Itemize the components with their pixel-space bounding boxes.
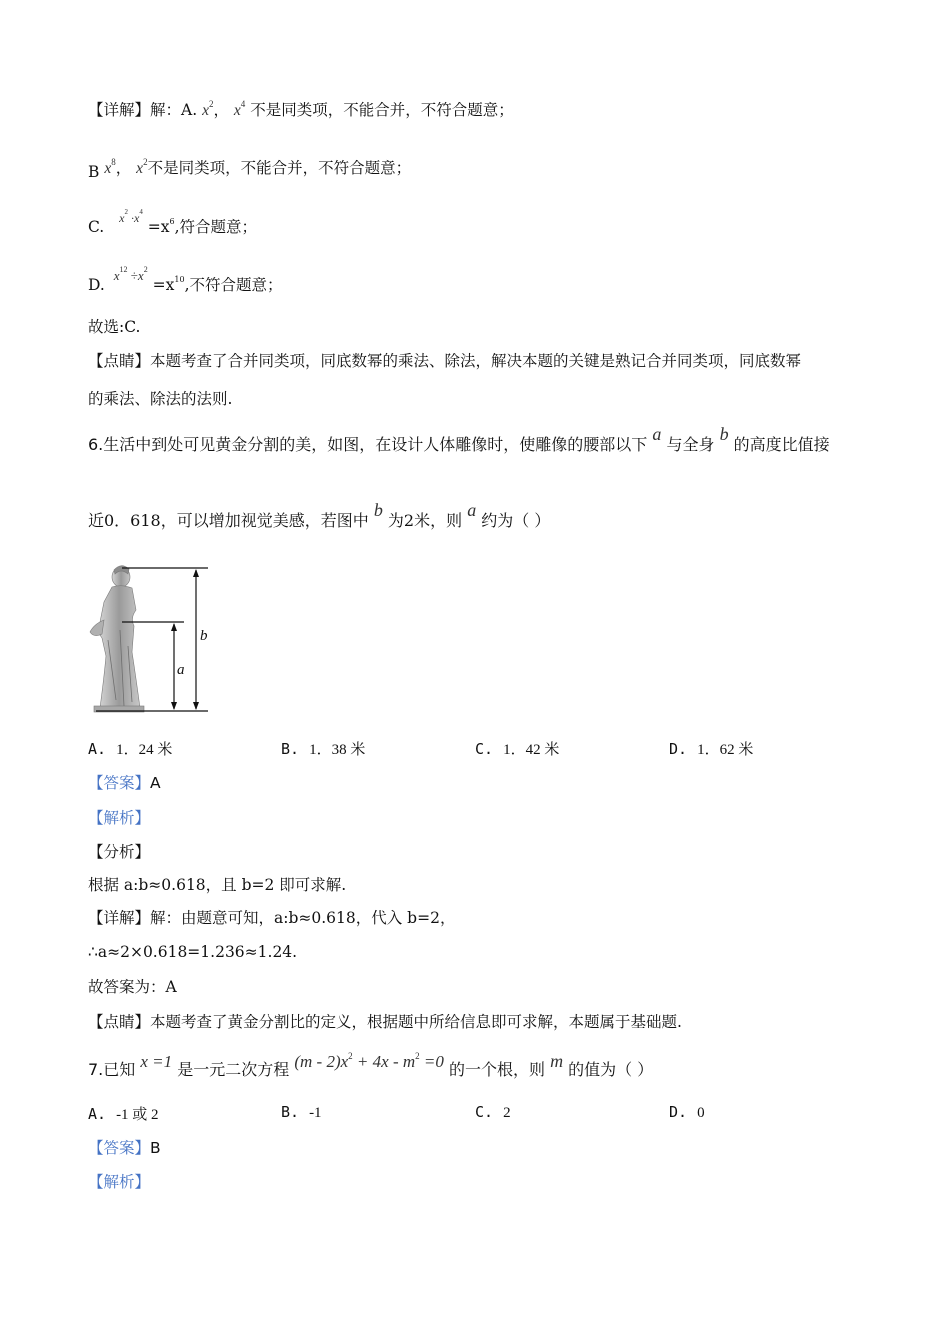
q7-stem-b: 是一元二次方程 — [177, 1060, 290, 1079]
q6-stem-line-2 — [88, 500, 551, 531]
option-c-label: C. — [88, 218, 105, 236]
q6-basis: 根据 a:b≈0.618，且 b=2 即可求解. — [88, 876, 347, 894]
q7-stem — [88, 1051, 654, 1080]
separator: ， — [213, 101, 229, 119]
term-d-quotient: x12 ÷x2 — [113, 265, 148, 283]
option-a-text: 不是同类项，不能合并，不符合题意； — [250, 101, 514, 119]
c-result: $=x^6$,符合题意； — [147, 217, 258, 236]
var-b-2: b — [373, 500, 383, 520]
q6-calc: ∴a≈2×0.618=1.236≈1.24. — [88, 943, 298, 961]
q6-stem-2b: 为2米，则 — [387, 511, 463, 530]
detail-prefix: 【详解】解：A. — [88, 101, 203, 119]
term-c-product: x2 ·x4 — [119, 208, 143, 225]
q6-answer: 【答案】A — [88, 774, 161, 792]
q7-number: 7. — [88, 1060, 104, 1079]
q7-stem-a: 已知 — [103, 1060, 136, 1079]
q7-option-d: D. 0 — [669, 1103, 705, 1121]
var-b: b — [719, 424, 729, 444]
q5-detail-c-line — [88, 208, 258, 238]
q6-stem-1b: 与全身 — [666, 435, 715, 454]
var-a: a — [652, 424, 662, 444]
q6-analysis-tag: 【解析】 — [88, 809, 151, 827]
term-b1: $x^8$ — [104, 157, 116, 177]
q7-option-a: A. -1 或 2 — [88, 1105, 159, 1123]
statue-figure — [86, 560, 216, 718]
q7-condition: x =1 — [140, 1052, 173, 1071]
q6-final: 故答案为：A — [88, 978, 177, 996]
q6-fenxi: 【分析】 — [88, 843, 151, 861]
q5-conclusion: 故选:C. — [88, 318, 141, 336]
term-a1: $x^2$ — [202, 99, 214, 119]
q6-stem-2c: 约为（ ） — [481, 511, 551, 530]
q6-option-a: A. 1．24 米 — [88, 740, 173, 758]
arrowheads — [171, 569, 199, 710]
q6-number: 6. — [88, 435, 104, 454]
separator: ， — [115, 159, 132, 177]
q6-option-d: D. 1．62 米 — [669, 740, 754, 758]
q5-comment-line-1: 【点睛】本题考查了合并同类项，同底数幂的乘法、除法，解决本题的关键是熟记合并同类项，同底数幂 — [88, 352, 802, 370]
d-result: $=x^{10}$,不符合题意； — [152, 275, 283, 294]
q5-detail-b-line — [88, 152, 411, 179]
figure-label-a: a — [177, 662, 185, 678]
q6-stem-1a: 生活中到处可见黄金分割的美，如图，在设计人体雕像时，使雕像的腰部以下 — [103, 435, 648, 454]
q7-option-c: C. 2 — [475, 1103, 511, 1121]
option-d-label: D. — [88, 276, 105, 294]
q5-detail-a-line — [88, 94, 514, 121]
option-b-text: 不是同类项，不能合并，不符合题意； — [147, 159, 412, 177]
q7-equation: $(m - 2)x^2 + 4x - m^2 =0$ — [294, 1051, 444, 1071]
q6-stem-1c: 的高度比值接 — [733, 435, 830, 454]
q7-answer: 【答案】B — [88, 1139, 161, 1157]
figure-label-b: b — [200, 628, 208, 644]
q6-comment: 【点睛】本题考查了黄金分割比的定义，根据题中所给信息即可求解，本题属于基础题. — [88, 1013, 682, 1031]
statue-silhouette — [90, 566, 144, 712]
q6-detail: 【详解】解：由题意可知，a:b≈0.618，代入 b=2， — [88, 909, 456, 927]
q5-comment-line-2: 的乘法、除法的法则. — [88, 390, 233, 408]
q6-option-b: B. 1．38 米 — [281, 740, 366, 758]
q6-option-c: C. 1．42 米 — [475, 740, 560, 758]
q7-stem-c: 的一个根，则 — [448, 1060, 545, 1079]
q7-stem-d: 的值为（ ） — [568, 1060, 654, 1079]
var-a-2: a — [467, 500, 477, 520]
q7-option-b: B. -1 — [281, 1103, 322, 1121]
var-m: m — [550, 1051, 564, 1071]
q7-analysis-tag: 【解析】 — [88, 1173, 151, 1191]
term-b2: $x^2$ — [136, 157, 148, 177]
q6-stem-line-1 — [88, 424, 830, 455]
option-b-label: B — [88, 163, 100, 181]
q5-detail-d-line — [88, 265, 283, 296]
term-a2: $x^4$ — [233, 99, 246, 119]
q6-stem-2a: 近0．618，可以增加视觉美感，若图中 — [88, 511, 369, 530]
